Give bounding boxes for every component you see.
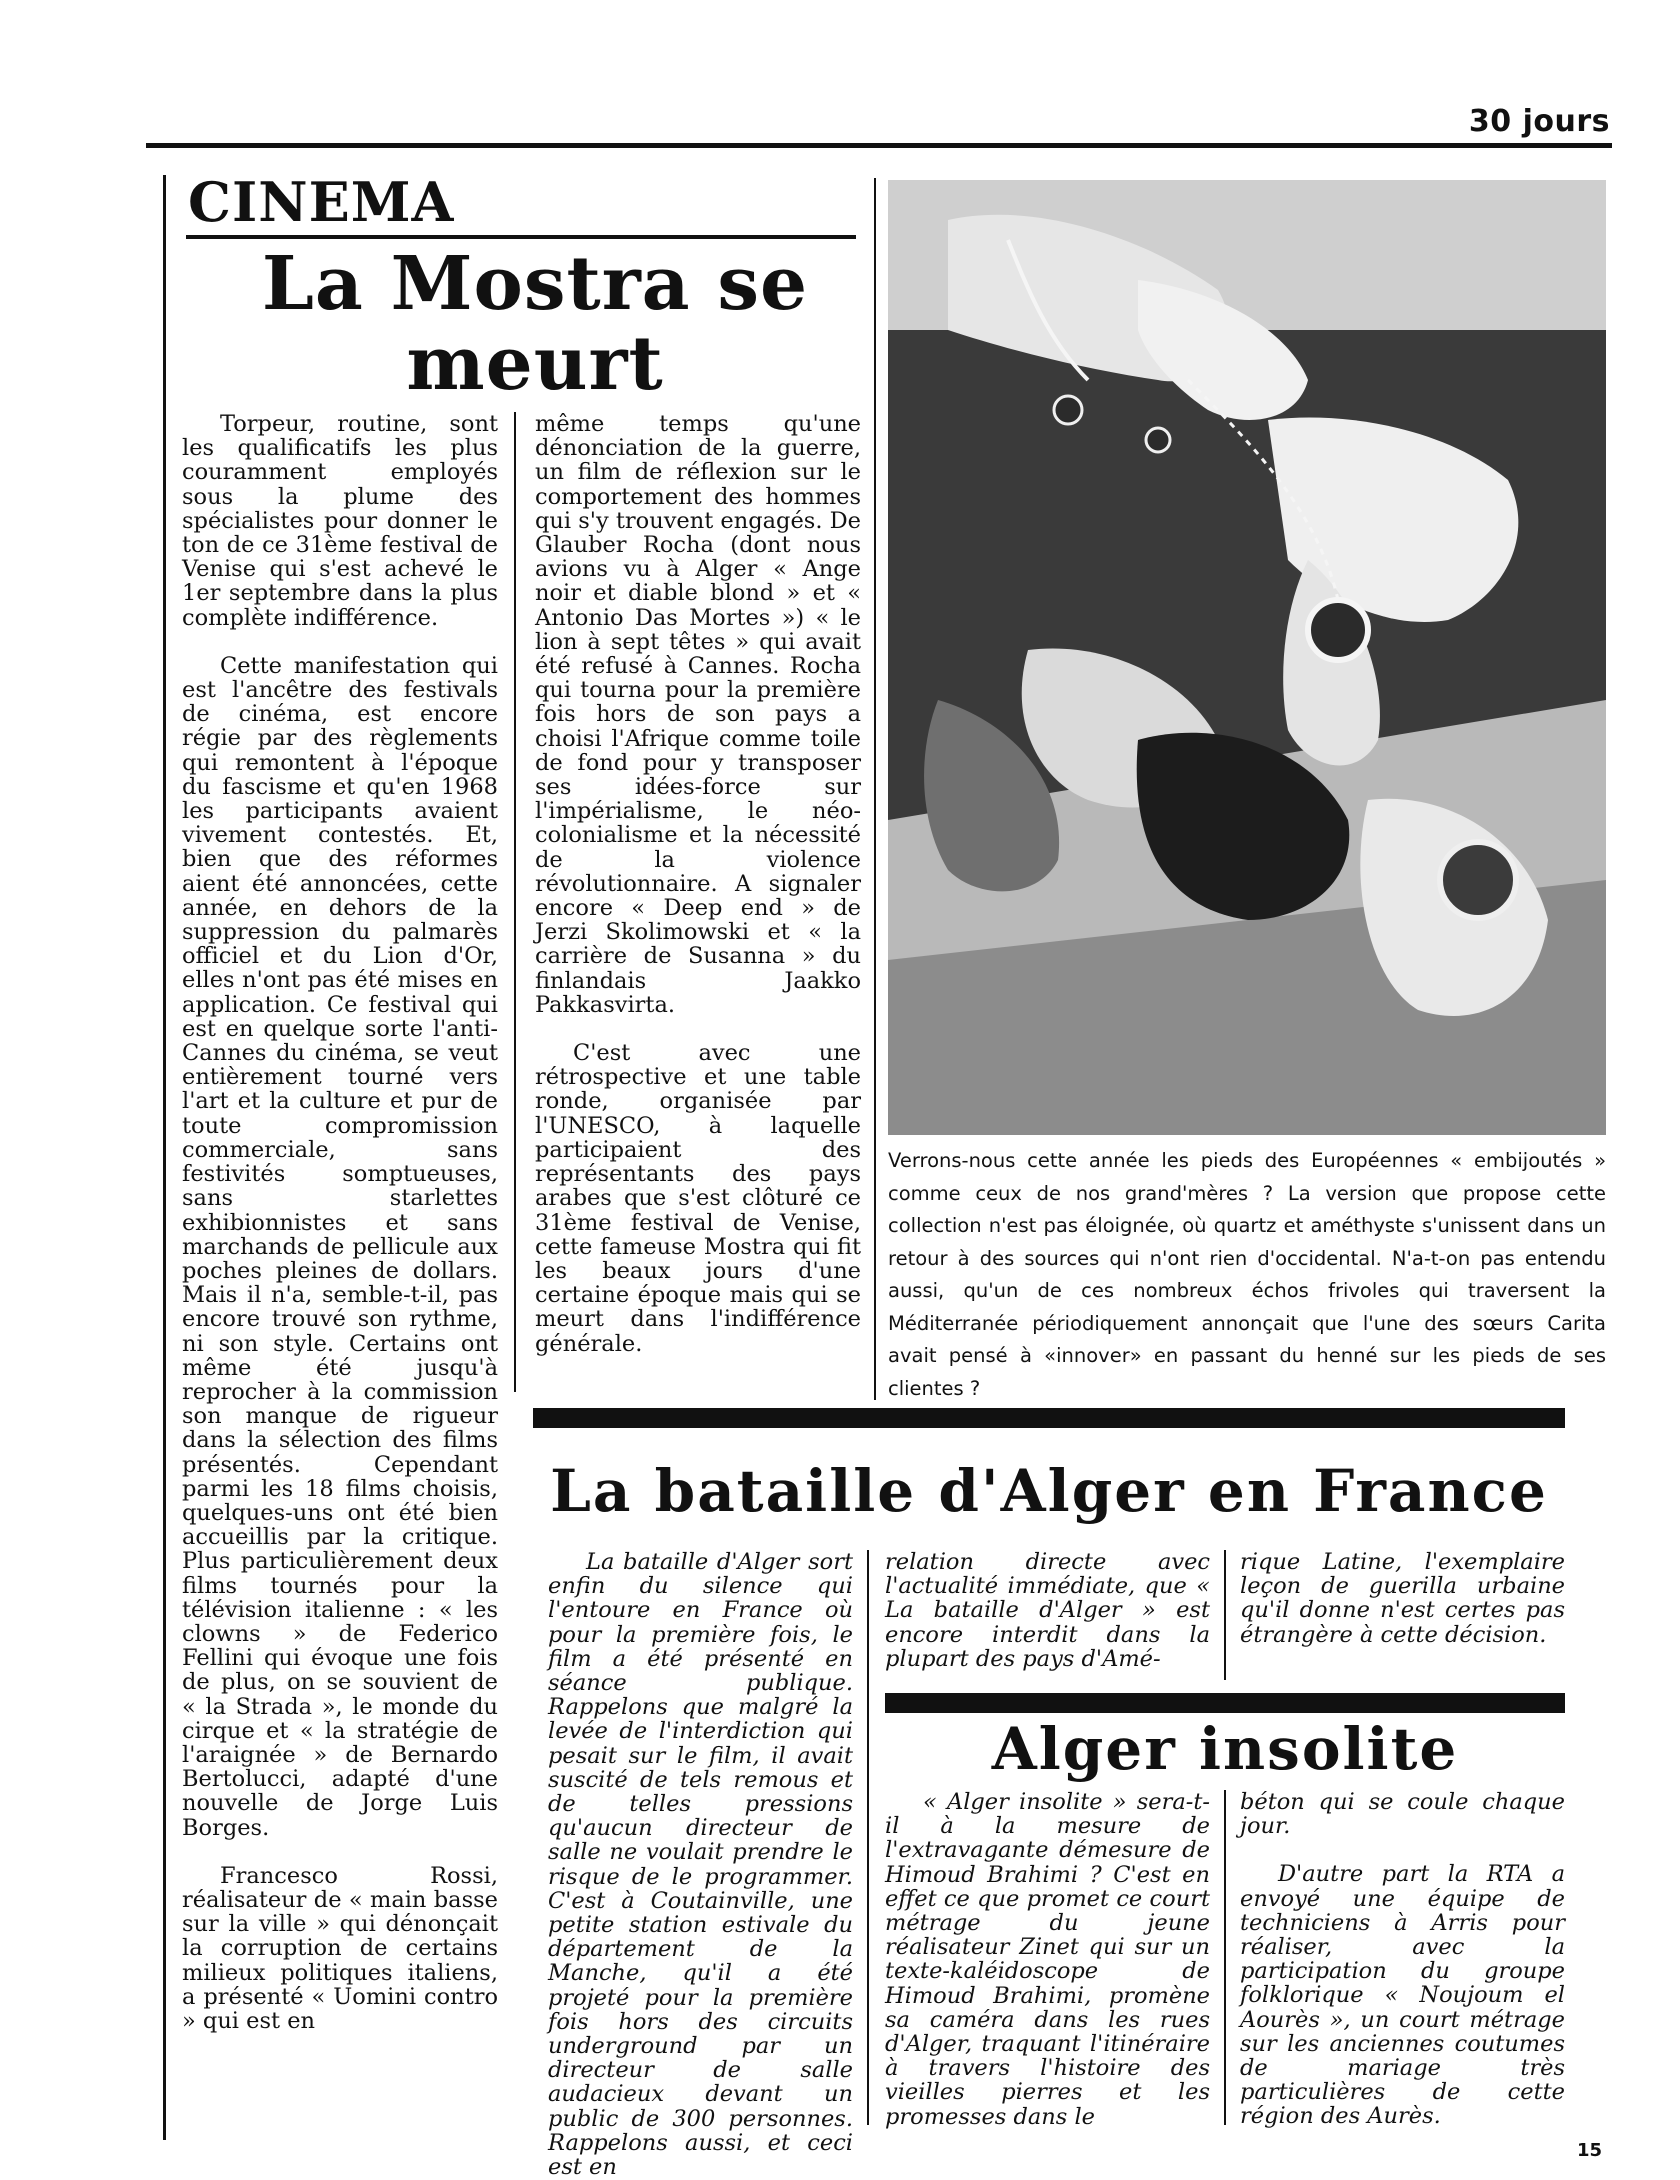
paragraph: D'autre part la RTA a envoyé une équipe de techniciens à Arris pour réaliser, avec la participation du groupe folklorique « Noujoum el Aourès », un court métrage sur les anciennes coutumes de mariage très particulières de cette région des Aurès. — [1240, 1861, 1565, 2130]
paragraph: Francesco Rossi, réalisateur de « main basse sur la ville » qui dénonçait la corruption de certains milieux politiques italiens, a présenté « Uomini contro » qui est en — [182, 1862, 498, 2034]
bataille-column-3 — [1240, 1550, 1565, 1647]
paragraph: béton qui se coule chaque jour. — [1240, 1789, 1565, 1840]
paragraph: même temps qu'une dénonciation de la guerre, un film de réflexion sur le comportement des hommes qui s'y trouvent engagés. De Glauber Rocha (dont nous avions vu à Alger « Ange noir et diable blond » et « Antonio Das Mortes ») « le lion à sept têtes » qui avait été refusé à Cannes. Rocha qui tourna pour la première fois hors de son pays a choisi l'Afrique comme toile de fond pour y transposer ses idées-force sur l'impérialisme, le néo-colonialisme et la nécessité de la violence révolutionnaire. A signaler encore « Deep end » de Jerzi Skolimowski et « la carrière de Susanna » du finlandais Jaakko Pakkasvirta. — [535, 411, 861, 1018]
section-bar — [533, 1408, 1565, 1428]
bataille-column-2 — [885, 1550, 1210, 1671]
section-label: 30 jours — [1468, 104, 1610, 139]
paragraph: La bataille d'Alger sort enfin du silence qui l'entoure en France où pour la première fois, le film a été présenté en séance publique. Rappelons que malgré la levée de l'interdiction qui pesait sur le film, il avait suscité de tels remous et de telles pressions qu'aucun directeur de salle ne voulait prendre le risque de le programmer. C'est à Coutainville, une petite station estivale du département de la Manche, qu'il a été projeté pour la première fois hors des circuits underground par un directeur de salle audacieux devant un public de 300 personnes. Rappelons aussi, et ceci est en — [548, 1549, 853, 2180]
section-bar — [885, 1693, 1565, 1713]
insolite-headline: Alger insolite — [991, 1715, 1459, 1783]
photo-illustration — [888, 180, 1606, 1135]
insolite-column-1 — [885, 1790, 1210, 2129]
column-divider — [514, 412, 516, 1392]
feet-jewelry-photo — [888, 180, 1606, 1135]
page-number: 15 — [1576, 2140, 1602, 2161]
paragraph: relation directe avec l'actualité immédiate, que « La bataille d'Alger » est encore interdit dans la plupart des pays d'Amé- — [885, 1549, 1210, 1672]
photo-caption: Verrons-nous cette année les pieds des Européennes « embijoutés » comme ceux de nos grand'mères ? La version que propose cette collection n'est pas éloignée, où quartz et améthyste s'unissent dans un retour à des sources qui n'ont rien d'occidental. N'a-t-on pas entendu aussi, qu'un de ces nombreux échos frivoles qui traversent la Méditerranée périodiquement annonçait que l'une des sœurs Carita avait pensé à «innover» en passant du henné sur les pieds de ses clientes ? — [888, 1149, 1606, 1400]
paragraph: « Alger insolite » sera-t-il à la mesure de l'extravagante démesure de Himoud Brahimi ? C'est en effet ce que promet ce court métrage du jeune réalisateur Zinet qui sur un texte-kaléidoscope de Himoud Brahimi, promène sa caméra dans les rues d'Alger, traquant l'itinéraire à travers l'histoire des vieilles pierres et les promesses dans le — [885, 1789, 1210, 2130]
column-divider — [1224, 1790, 1226, 2125]
section-kicker: CINEMA — [188, 170, 455, 234]
left-border-rule — [163, 175, 166, 2140]
column-divider — [1224, 1550, 1226, 1680]
paragraph: Cette manifestation qui est l'ancêtre des festivals de cinéma, est encore régie par des règlements qui remontent à l'époque du fascisme et qu'en 1968 les participants avaient vivement contestés. Et, bien que des réformes aient été annoncées, cette année, en dehors de la suppression du palmarès officiel et du Lion d'Or, elles n'ont pas été mises en application. Ce festival qui est en quelque sorte l'anti-Cannes du cinéma, se veut entièrement tourné vers l'art et la culture et pur de toute compromission commerciale, sans festivités somptueuses, sans starlettes exhibionnistes et sans marchands de pellicule aux poches pleines de dollars. Mais il n'a, semble-t-il, pas encore trouvé son rythme, ni son style. Certains ont même été jusqu'à reprocher à la commission son manque de rigueur dans la sélection des films présentés. Cependant parmi les 18 films choisis, quelques-uns ont été bien accueillis par la critique. Plus particulièrement deux films tournés pour la télévision italienne : « les clowns » de Federico Fellini qui évoque une fois de plus, on se souvient de « la Strada », le monde du cirque et « la stratégie de l'araignée » de Bernardo Bertolucci, adapté d'une nouvelle de Jorge Luis Borges. — [182, 652, 498, 1841]
header-rule — [146, 143, 1612, 148]
paragraph: C'est avec une rétrospective et une table ronde, organisée par l'UNESCO, à laquelle participaient des représentants des pays arabes que s'est clôturé ce 31ème festival de Venise, cette fameuse Mostra qui fit les beaux jours d'une certaine époque mais qui se meurt dans l'indifférence générale. — [535, 1040, 861, 1357]
column-divider — [867, 1550, 869, 2125]
paragraph: rique Latine, l'exemplaire leçon de guerilla urbaine qu'il donne n'est certes pas étrangère à cette décision. — [1240, 1549, 1565, 1648]
paragraph: Torpeur, routine, sont les qualificatifs les plus couramment employés sous la plume des spécialistes pour donner le ton de ce 31ème festival de Venise qui s'est achevé le 1er septembre dans la plus complète indifférence. — [182, 411, 498, 631]
bataille-headline: La bataille d'Alger en France — [550, 1457, 1548, 1525]
kicker-underline — [186, 235, 856, 239]
bataille-column-1 — [548, 1550, 853, 2179]
article-headline: La Mostra se meurt — [261, 241, 809, 407]
insolite-column-2 — [1240, 1790, 1565, 2129]
column-divider — [874, 178, 876, 1400]
article-column-1 — [182, 412, 498, 2033]
article-column-2 — [535, 412, 861, 1356]
